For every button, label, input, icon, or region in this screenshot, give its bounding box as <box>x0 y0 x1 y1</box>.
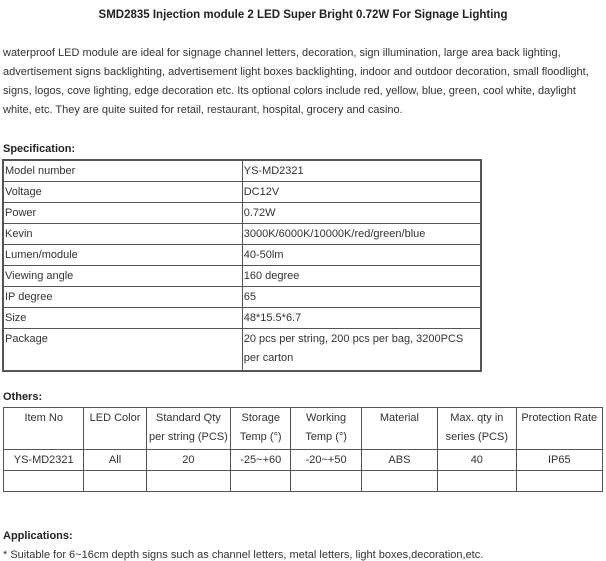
column-header: Storage Temp (°) <box>231 408 291 450</box>
spec-value: 20 pcs per string, 200 pcs per bag, 3200PCS per carton <box>242 329 480 371</box>
table-cell: 40 <box>438 450 516 471</box>
table-row <box>4 329 481 371</box>
column-header: Material <box>361 408 437 450</box>
specification-heading: Specification: <box>3 143 76 155</box>
spec-value: 0.72W <box>242 203 480 224</box>
spec-label: Package <box>4 329 243 371</box>
spec-value: 48*15.5*6.7 <box>242 308 480 329</box>
spec-value: 40-50lm <box>242 245 480 266</box>
others-heading: Others: <box>3 391 43 403</box>
table-row <box>4 182 481 203</box>
table-cell: -25~+60 <box>231 450 291 471</box>
table-cell: YS-MD2321 <box>4 450 84 471</box>
applications-heading: Applications: <box>3 530 73 542</box>
spec-label: Lumen/module <box>4 245 243 266</box>
spec-label: Power <box>4 203 243 224</box>
spec-label: Voltage <box>4 182 243 203</box>
page-title: SMD2835 Injection module 2 LED Super Bright 0.72W For Signage Lighting <box>98 9 508 21</box>
spec-label: Model number <box>4 161 243 182</box>
table-row <box>4 245 481 266</box>
table-cell <box>291 471 361 492</box>
table-row <box>4 224 481 245</box>
spec-value: 160 degree <box>242 266 480 287</box>
intro-paragraph: waterproof LED module are ideal for signage channel letters, decoration, sign illumination, large area back lighting, advertisement signs backlighting, advertisement light boxes backlighting, indoor and outdoor decoration, small floodlight, signs, logos, cove lighting, edge decoration etc. Its optional colors include red, yellow, blue, green, cool white, daylight white, etc. They are quite suited for retail, restaurant, hospital, grocery and casino. <box>3 47 589 116</box>
table-header-row <box>4 408 603 450</box>
others-table <box>3 407 603 492</box>
spec-value: YS-MD2321 <box>242 161 480 182</box>
table-cell: ABS <box>361 450 437 471</box>
column-header: Max. qty in series (PCS) <box>438 408 516 450</box>
column-header: Working Temp (°) <box>291 408 361 450</box>
column-header: Protection Rate <box>516 408 602 450</box>
spec-label: Kevin <box>4 224 243 245</box>
table-row <box>4 450 603 471</box>
specification-table <box>3 160 481 371</box>
applications-text: * Suitable for 6~16cm depth signs such as channel letters, metal letters, light boxes,decoration,etc. <box>3 549 484 561</box>
table-cell <box>438 471 516 492</box>
table-row <box>4 471 603 492</box>
table-cell <box>84 471 146 492</box>
spec-value: 3000K/6000K/10000K/red/green/blue <box>242 224 480 245</box>
spec-value: 65 <box>242 287 480 308</box>
spec-label: IP degree <box>4 287 243 308</box>
table-row <box>4 266 481 287</box>
table-cell <box>231 471 291 492</box>
table-cell: -20~+50 <box>291 450 361 471</box>
column-header: Standard Qty per string (PCS) <box>146 408 230 450</box>
table-cell <box>146 471 230 492</box>
table-row <box>4 203 481 224</box>
table-cell: All <box>84 450 146 471</box>
table-cell: 20 <box>146 450 230 471</box>
spec-label: Size <box>4 308 243 329</box>
column-header: Item No <box>4 408 84 450</box>
column-header: LED Color <box>84 408 146 450</box>
table-cell <box>4 471 84 492</box>
spec-value: DC12V <box>242 182 480 203</box>
table-row <box>4 287 481 308</box>
table-cell <box>516 471 602 492</box>
table-row <box>4 308 481 329</box>
table-cell <box>361 471 437 492</box>
table-cell: IP65 <box>516 450 602 471</box>
table-row <box>4 161 481 182</box>
spec-label: Viewing angle <box>4 266 243 287</box>
